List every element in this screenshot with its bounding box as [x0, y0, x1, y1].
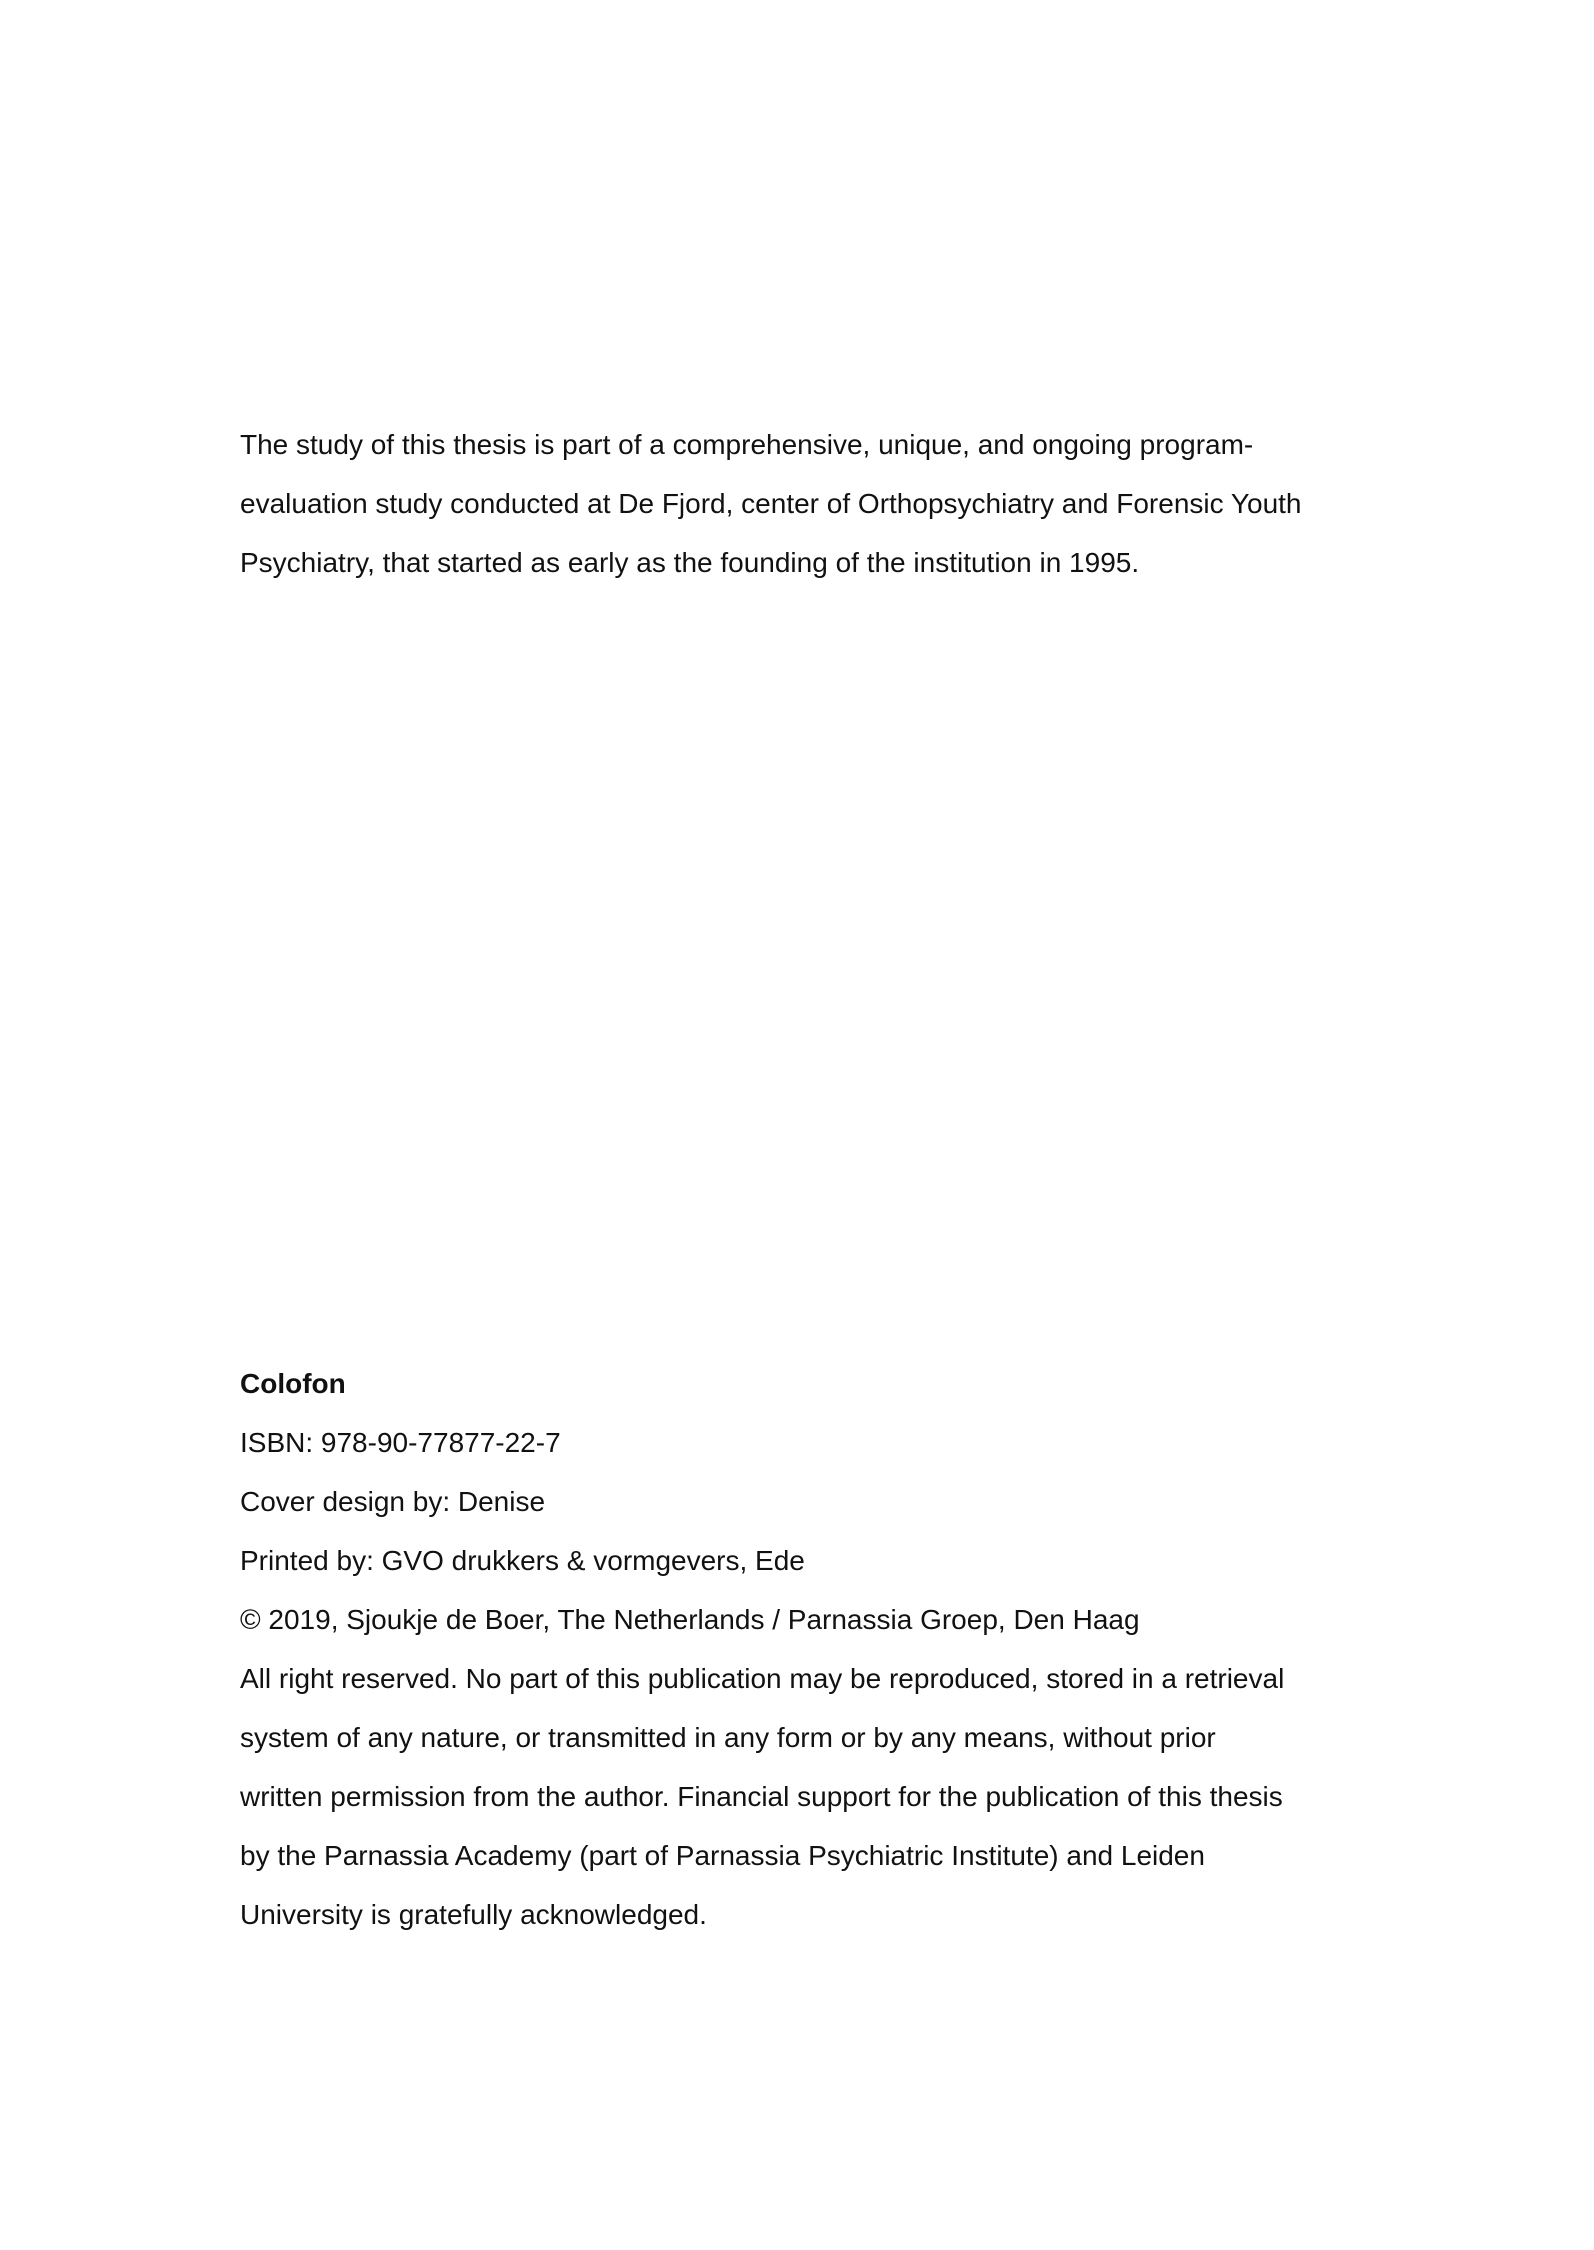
isbn-line: ISBN: 978-90-77877-22-7 [240, 1427, 561, 1458]
rights-line: All right reserved. No part of this publication may be reproduced, stored in a retrieval [240, 1663, 1285, 1694]
rights-line: by the Parnassia Academy (part of Parnassia Psychiatric Institute) and Leiden [240, 1840, 1205, 1871]
rights-line: system of any nature, or transmitted in any form or by any means, without prior [240, 1722, 1216, 1753]
colofon-heading: Colofon [240, 1368, 346, 1399]
intro-line: evaluation study conducted at De Fjord, center of Orthopsychiatry and Forensic Youth [240, 488, 1302, 519]
colofon-section [240, 1354, 1400, 1944]
rights-line: written permission from the author. Financial support for the publication of this thesis [240, 1781, 1283, 1812]
intro-line: Psychiatry, that started as early as the founding of the institution in 1995. [240, 547, 1140, 578]
intro-line: The study of this thesis is part of a comprehensive, unique, and ongoing program- [240, 429, 1254, 460]
printed-by-line: Printed by: GVO drukkers & vormgevers, Ede [240, 1545, 805, 1576]
intro-paragraph [240, 415, 1400, 592]
copyright-line: © 2019, Sjoukje de Boer, The Netherlands / Parnassia Groep, Den Haag [240, 1604, 1140, 1635]
rights-line: University is gratefully acknowledged. [240, 1899, 707, 1930]
cover-design-line: Cover design by: Denise [240, 1486, 546, 1517]
